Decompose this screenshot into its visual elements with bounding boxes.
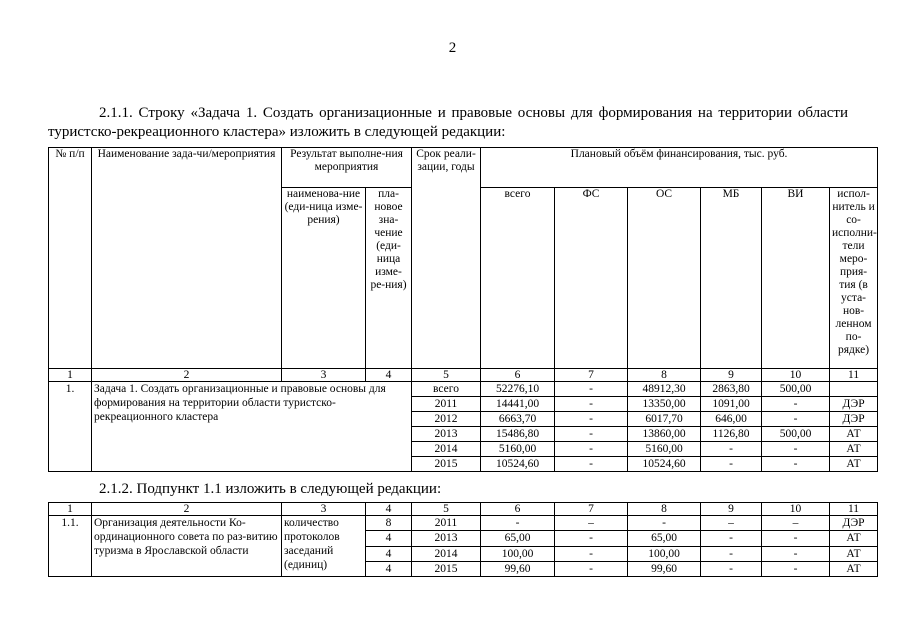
year-cell: 2015 [412, 562, 481, 577]
total-cell: 14441,00 [481, 397, 555, 412]
executor-cell: АТ [830, 547, 878, 562]
year-cell: 2012 [412, 412, 481, 427]
total-cell: 100,00 [481, 547, 555, 562]
col-number: 11 [830, 503, 878, 516]
financing-table-subitem-1-1 [48, 502, 878, 577]
header-result-value: пла-новое зна-чение (еди-ница изме-ре-ния) [366, 188, 412, 369]
col-number: 4 [366, 369, 412, 382]
os-cell: 13350,00 [628, 397, 701, 412]
mb-cell: 646,00 [701, 412, 762, 427]
year-cell: 2011 [412, 516, 481, 531]
mb-cell: – [701, 516, 762, 531]
header-mb: МБ [701, 188, 762, 369]
header-finance: Плановый объём финансирования, тыс. руб. [481, 148, 878, 188]
total-cell: 99,60 [481, 562, 555, 577]
header-result-name: наименова-ние (еди-ница изме-рения) [282, 188, 366, 369]
header-vi: ВИ [762, 188, 830, 369]
paragraph-2-1-2: 2.1.2. Подпункт 1.1 изложить в следующей редакции: [99, 481, 442, 497]
year-cell: 2014 [412, 547, 481, 562]
executor-cell: АТ [830, 442, 878, 457]
row-number: 1.1. [49, 516, 92, 577]
header-num: № п/п [49, 148, 92, 369]
vi-cell: 500,00 [762, 427, 830, 442]
total-cell: 65,00 [481, 531, 555, 547]
fs-cell: - [555, 397, 628, 412]
col-number: 4 [366, 503, 412, 516]
table-row [49, 382, 878, 397]
col-number: 9 [701, 369, 762, 382]
fs-cell: - [555, 412, 628, 427]
mb-cell: - [701, 442, 762, 457]
os-cell: 100,00 [628, 547, 701, 562]
col-number: 5 [412, 503, 481, 516]
col-number: 3 [282, 369, 366, 382]
header-fs: ФС [555, 188, 628, 369]
col-number: 6 [481, 503, 555, 516]
financing-table-task-1 [48, 147, 878, 472]
total-cell: 10524,60 [481, 457, 555, 472]
mb-cell: 1091,00 [701, 397, 762, 412]
col-number: 8 [628, 369, 701, 382]
vi-cell: - [762, 562, 830, 577]
indicator-name: количество протоколов заседаний (единиц) [282, 516, 366, 577]
col-number: 1 [49, 369, 92, 382]
executor-cell: АТ [830, 562, 878, 577]
fs-cell: - [555, 531, 628, 547]
col-number: 2 [92, 503, 282, 516]
header-name: Наименование зада-чи/мероприятия [92, 148, 282, 369]
os-cell: 13860,00 [628, 427, 701, 442]
vi-cell: 500,00 [762, 382, 830, 397]
os-cell: 99,60 [628, 562, 701, 577]
os-cell: 65,00 [628, 531, 701, 547]
planned-value-cell: 4 [366, 562, 412, 577]
executor-cell: ДЭР [830, 516, 878, 531]
total-cell: 52276,10 [481, 382, 555, 397]
header-os: ОС [628, 188, 701, 369]
executor-cell: АТ [830, 427, 878, 442]
mb-cell: 1126,80 [701, 427, 762, 442]
total-cell: 6663,70 [481, 412, 555, 427]
executor-cell: АТ [830, 457, 878, 472]
year-cell: 2013 [412, 531, 481, 547]
col-number: 2 [92, 369, 282, 382]
col-number: 5 [412, 369, 481, 382]
total-cell: 5160,00 [481, 442, 555, 457]
col-number: 6 [481, 369, 555, 382]
header-executor: испол-нитель и со-исполни-тели меро-прия-тия (в уста-нов-ленном по-рядке) [830, 188, 878, 369]
fs-cell: - [555, 562, 628, 577]
header-term: Срок реали-зации, годы [412, 148, 481, 369]
planned-value-cell: 4 [366, 531, 412, 547]
executor-cell [830, 382, 878, 397]
col-number: 9 [701, 503, 762, 516]
table-row [49, 516, 878, 531]
header-total: всего [481, 188, 555, 369]
vi-cell: - [762, 412, 830, 427]
col-number: 1 [49, 503, 92, 516]
fs-cell: - [555, 427, 628, 442]
vi-cell: – [762, 516, 830, 531]
vi-cell: - [762, 457, 830, 472]
activity-name: Организация деятельности Ко-ординационного совета по раз-витию туризма в Ярославской области [92, 516, 282, 577]
page-number: 2 [448, 40, 457, 56]
col-number: 7 [555, 503, 628, 516]
task-name: Задача 1. Создать организационные и правовые основы для формирования на территории области туристско-рекреационного кластера [92, 382, 412, 472]
col-number: 7 [555, 369, 628, 382]
col-number: 3 [282, 503, 366, 516]
os-cell: 48912,30 [628, 382, 701, 397]
executor-cell: ДЭР [830, 412, 878, 427]
os-cell: 10524,60 [628, 457, 701, 472]
vi-cell: - [762, 531, 830, 547]
os-cell: 6017,70 [628, 412, 701, 427]
executor-cell: ДЭР [830, 397, 878, 412]
col-number: 11 [830, 369, 878, 382]
year-cell: 2011 [412, 397, 481, 412]
vi-cell: - [762, 397, 830, 412]
year-cell: 2014 [412, 442, 481, 457]
total-cell: - [481, 516, 555, 531]
executor-cell: АТ [830, 531, 878, 547]
year-cell: 2015 [412, 457, 481, 472]
col-number: 10 [762, 369, 830, 382]
planned-value-cell: 8 [366, 516, 412, 531]
mb-cell: - [701, 547, 762, 562]
year-cell: 2013 [412, 427, 481, 442]
col-number: 8 [628, 503, 701, 516]
total-cell: 15486,80 [481, 427, 555, 442]
vi-cell: - [762, 547, 830, 562]
paragraph-2-1-1: 2.1.1. Строку «Задача 1. Создать организационные и правовые основы для формирования на территории области туристско-рекреационного кластера» изложить в следующей редакции: [48, 105, 848, 140]
mb-cell: 2863,80 [701, 382, 762, 397]
fs-cell: – [555, 516, 628, 531]
mb-cell: - [701, 457, 762, 472]
year-cell: всего [412, 382, 481, 397]
mb-cell: - [701, 562, 762, 577]
os-cell: 5160,00 [628, 442, 701, 457]
header-result: Результат выполне-ния мероприятия [282, 148, 412, 188]
vi-cell: - [762, 442, 830, 457]
fs-cell: - [555, 382, 628, 397]
os-cell: - [628, 516, 701, 531]
planned-value-cell: 4 [366, 547, 412, 562]
fs-cell: - [555, 547, 628, 562]
col-number: 10 [762, 503, 830, 516]
mb-cell: - [701, 531, 762, 547]
fs-cell: - [555, 442, 628, 457]
fs-cell: - [555, 457, 628, 472]
row-number: 1. [49, 382, 92, 472]
